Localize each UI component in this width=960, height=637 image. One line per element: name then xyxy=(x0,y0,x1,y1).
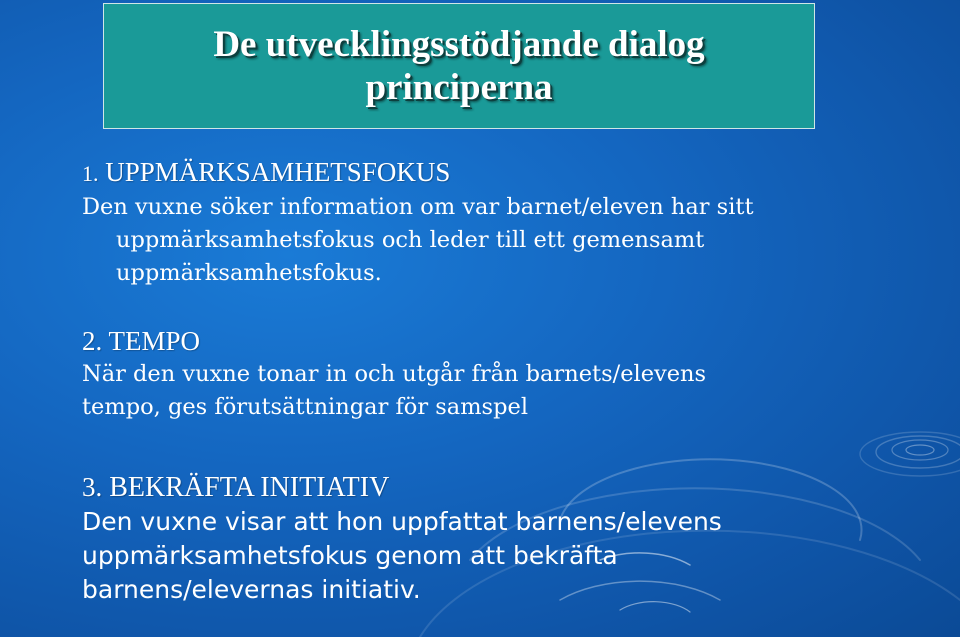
slide-title-line-1: De utvecklingsstödjande dialog xyxy=(213,24,705,65)
principle-title-3: BEKRÄFTA INITIATIV xyxy=(109,472,390,503)
principle-text-line: uppmärksamhetsfokus genom att bekräfta xyxy=(82,541,618,570)
slide-title-line-2: principerna xyxy=(365,67,553,108)
principle-section-3 xyxy=(82,470,942,607)
principle-number-2: 2. xyxy=(82,326,103,356)
slide-title-box xyxy=(103,3,815,129)
principle-text-line: uppmärksamhetsfokus. xyxy=(116,260,382,286)
principle-title-2: TEMPO xyxy=(108,326,201,356)
principle-title-1: UPPMÄRKSAMHETSFOKUS xyxy=(105,157,451,187)
principle-text-line: barnens/elevernas initiativ. xyxy=(82,575,421,604)
principle-heading-3 xyxy=(82,470,942,505)
principle-text-line: När den vuxne tonar in och utgår från barnets/elevens xyxy=(82,361,707,387)
principle-text-line: Den vuxne visar att hon uppfattat barnens/elevens xyxy=(82,507,722,536)
principle-number-1: 1. xyxy=(82,161,99,186)
principle-text-line: uppmärksamhetsfokus och leder till ett gemensamt xyxy=(116,227,705,253)
principle-section-2 xyxy=(82,324,942,424)
principle-heading-2 xyxy=(82,324,942,358)
principle-heading-1 xyxy=(82,155,942,191)
principle-number-3: 3. xyxy=(82,472,103,502)
principle-text-line: tempo, ges förutsättningar för samspel xyxy=(82,394,529,420)
principle-text-line: Den vuxne söker information om var barnet/eleven har sitt xyxy=(82,194,754,220)
principle-section-1 xyxy=(82,155,942,290)
